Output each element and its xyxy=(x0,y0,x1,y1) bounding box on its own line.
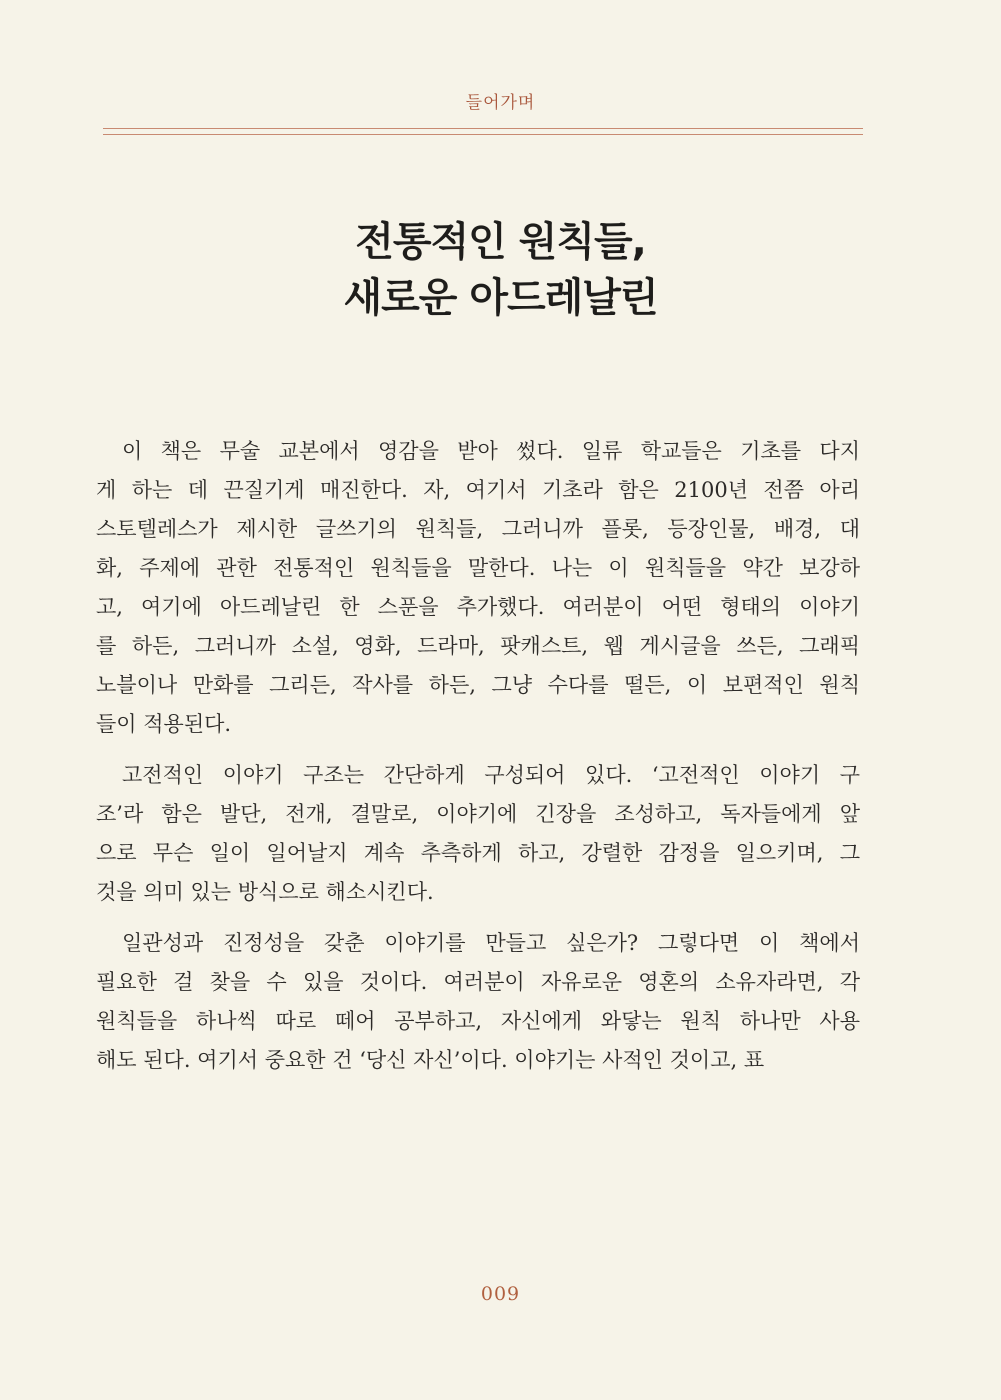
chapter-title-line-2: 새로운 아드레날린 xyxy=(343,275,658,321)
paragraph xyxy=(96,924,860,1080)
text-line: 게 하는 데 끈질기게 매진한다. 자, 여기서 기초라 함은 2100년 전쯤 아리 xyxy=(96,478,860,502)
text-line: 들이 적용된다. xyxy=(96,712,232,736)
paragraph xyxy=(96,756,860,912)
running-head: 들어가며 xyxy=(465,93,536,113)
text-line: 조’라 함은 발단, 전개, 결말로, 이야기에 긴장을 조성하고, 독자들에게 앞 xyxy=(96,802,860,826)
paragraph xyxy=(96,432,860,744)
text-line: 것을 의미 있는 방식으로 해소시킨다. xyxy=(96,880,434,904)
text-line: 고전적인 이야기 구조는 간단하게 구성되어 있다. ‘고전적인 이야기 구 xyxy=(122,763,860,787)
paragraph-gap xyxy=(96,744,860,756)
text-line: 스토텔레스가 제시한 글쓰기의 원칙들, 그러니까 플롯, 등장인물, 배경, 대 xyxy=(96,517,860,541)
header-rule-top xyxy=(103,128,863,129)
text-line: 이 책은 무술 교본에서 영감을 받아 썼다. 일류 학교들은 기초를 다지 xyxy=(122,439,860,463)
text-line: 원칙들을 하나씩 따로 떼어 공부하고, 자신에게 와닿는 원칙 하나만 사용 xyxy=(96,1009,860,1033)
text-line: 일관성과 진정성을 갖춘 이야기를 만들고 싶은가? 그렇다면 이 책에서 xyxy=(122,931,860,955)
header-rule-bottom xyxy=(103,134,863,135)
paragraph-gap xyxy=(96,912,860,924)
page-number: 009 xyxy=(480,1283,521,1305)
text-line: 해도 된다. 여기서 중요한 건 ‘당신 자신’이다. 이야기는 사적인 것이고, 표 xyxy=(96,1048,765,1072)
text-line: 고, 여기에 아드레날린 한 스푼을 추가했다. 여러분이 어떤 형태의 이야기 xyxy=(96,595,860,619)
text-line: 으로 무슨 일이 일어날지 계속 추측하게 하고, 강렬한 감정을 일으키며, 그 xyxy=(96,841,860,865)
chapter-title xyxy=(0,214,1001,326)
text-line: 화, 주제에 관한 전통적인 원칙들을 말한다. 나는 이 원칙들을 약간 보강하 xyxy=(96,556,860,580)
text-line: 노블이나 만화를 그리든, 작사를 하든, 그냥 수다를 떨든, 이 보편적인 원칙 xyxy=(96,673,860,697)
text-line: 를 하든, 그러니까 소설, 영화, 드라마, 팟캐스트, 웹 게시글을 쓰든, 그래픽 xyxy=(96,634,860,658)
body-text xyxy=(96,432,860,1080)
chapter-title-line-1: 전통적인 원칙들, xyxy=(355,219,646,265)
text-line: 필요한 걸 찾을 수 있을 것이다. 여러분이 자유로운 영혼의 소유자라면, 각 xyxy=(96,970,860,994)
